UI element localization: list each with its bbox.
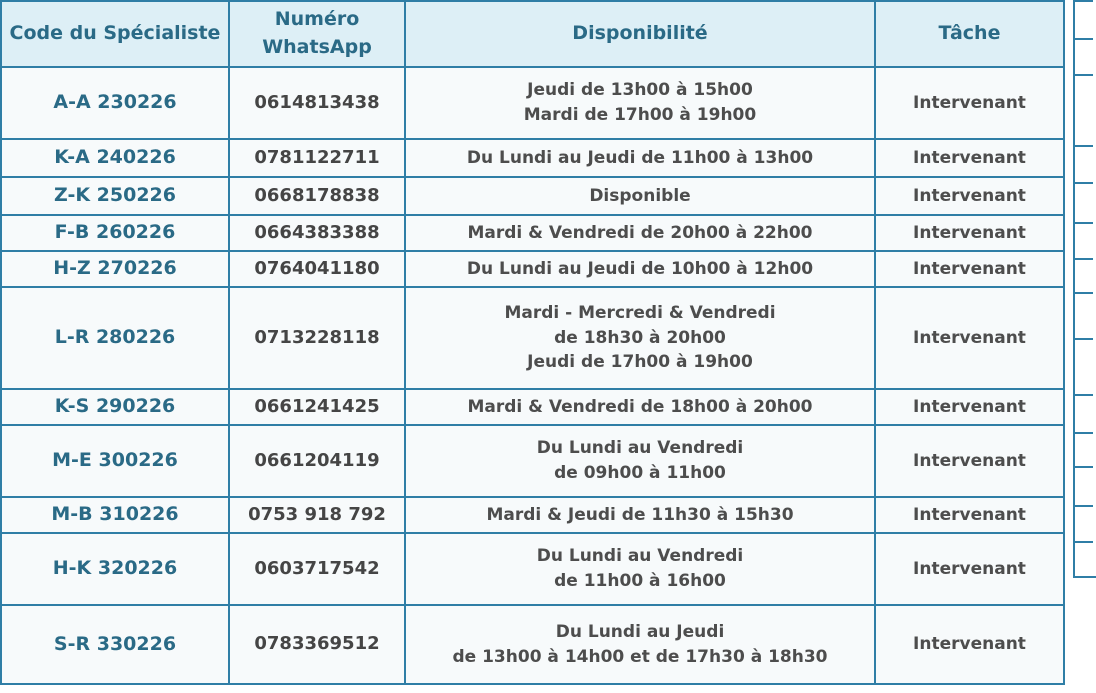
table-row xyxy=(1,533,1064,605)
side-tick xyxy=(1075,394,1093,396)
side-tick xyxy=(1075,182,1093,184)
side-tick xyxy=(1075,258,1093,260)
cell-specialist-code: S-R 330226 xyxy=(1,605,229,684)
table-row xyxy=(1,139,1064,177)
side-tick xyxy=(1075,0,1093,2)
cell-whatsapp-number: 0781122711 xyxy=(229,139,405,177)
side-tick xyxy=(1075,292,1093,294)
cell-whatsapp-number: 0668178838 xyxy=(229,177,405,215)
side-tick xyxy=(1075,432,1093,434)
table-body xyxy=(1,67,1064,684)
cell-task: Intervenant xyxy=(875,215,1064,251)
table-row xyxy=(1,497,1064,533)
cell-availability xyxy=(405,389,875,425)
availability-line: Mardi de 17h00 à 19h00 xyxy=(523,105,757,125)
cell-availability xyxy=(405,533,875,605)
cell-whatsapp-number: 0753 918 792 xyxy=(229,497,405,533)
availability-line: Mardi & Jeudi de 11h30 à 15h30 xyxy=(486,504,794,525)
table-row xyxy=(1,389,1064,425)
cell-specialist-code: H-Z 270226 xyxy=(1,251,229,287)
side-tick xyxy=(1075,505,1093,507)
table-header-row xyxy=(1,1,1064,67)
availability-line: Mardi & Vendredi de 18h00 à 20h00 xyxy=(467,396,813,417)
availability-line: de 11h00 à 16h00 xyxy=(554,571,726,591)
cell-whatsapp-number: 0603717542 xyxy=(229,533,405,605)
cell-whatsapp-number: 0661204119 xyxy=(229,425,405,497)
header-phone: Numéro WhatsApp xyxy=(229,1,405,67)
cell-whatsapp-number: 0713228118 xyxy=(229,287,405,389)
cell-specialist-code: Z-K 250226 xyxy=(1,177,229,215)
availability-line: Mardi - Mercredi & Vendredi xyxy=(504,303,776,324)
availability-line: Du Lundi au Vendredi xyxy=(536,438,744,459)
availability-line: Du Lundi au Jeudi xyxy=(555,621,725,642)
availability-line: Jeudi de 13h00 à 15h00 xyxy=(527,80,753,101)
cell-specialist-code: H-K 320226 xyxy=(1,533,229,605)
availability-line: Du Lundi au Jeudi de 10h00 à 12h00 xyxy=(466,258,814,279)
cell-specialist-code: A-A 230226 xyxy=(1,67,229,139)
cell-availability xyxy=(405,177,875,215)
cell-task: Intervenant xyxy=(875,177,1064,215)
cell-availability xyxy=(405,497,875,533)
cell-specialist-code: F-B 260226 xyxy=(1,215,229,251)
cell-task: Intervenant xyxy=(875,389,1064,425)
cell-availability xyxy=(405,605,875,684)
cell-task: Intervenant xyxy=(875,425,1064,497)
availability-line: Du Lundi au Jeudi de 11h00 à 13h00 xyxy=(466,147,814,168)
table-row xyxy=(1,215,1064,251)
side-tick xyxy=(1075,222,1093,224)
cell-specialist-code: K-S 290226 xyxy=(1,389,229,425)
cell-task: Intervenant xyxy=(875,139,1064,177)
cell-task: Intervenant xyxy=(875,251,1064,287)
header-code: Code du Spécialiste xyxy=(1,1,229,67)
cell-whatsapp-number: 0664383388 xyxy=(229,215,405,251)
cell-availability xyxy=(405,215,875,251)
cell-specialist-code: L-R 280226 xyxy=(1,287,229,389)
side-tick xyxy=(1075,541,1093,543)
availability-line: Disponible xyxy=(589,185,691,206)
availability-line: de 13h00 à 14h00 et de 17h30 à 18h30 xyxy=(452,646,828,667)
table-row xyxy=(1,605,1064,684)
availability-line: de 09h00 à 11h00 xyxy=(554,463,726,483)
availability-line: Jeudi de 17h00 à 19h00 xyxy=(527,352,753,373)
availability-line: Mardi & Vendredi de 20h00 à 22h00 xyxy=(467,222,813,243)
header-task: Tâche xyxy=(875,1,1064,67)
cell-whatsapp-number: 0614813438 xyxy=(229,67,405,139)
side-tick xyxy=(1075,145,1093,147)
cell-task: Intervenant xyxy=(875,67,1064,139)
table-row xyxy=(1,287,1064,389)
cell-whatsapp-number: 0661241425 xyxy=(229,389,405,425)
side-tick xyxy=(1075,74,1093,76)
cell-specialist-code: M-B 310226 xyxy=(1,497,229,533)
side-tick xyxy=(1075,38,1093,40)
cell-task: Intervenant xyxy=(875,497,1064,533)
cell-availability xyxy=(405,67,875,139)
cell-availability xyxy=(405,139,875,177)
header-availability: Disponibilité xyxy=(405,1,875,67)
table-row xyxy=(1,177,1064,215)
side-tick xyxy=(1075,466,1093,468)
table-row xyxy=(1,425,1064,497)
side-frame-decoration xyxy=(1073,0,1096,578)
cell-whatsapp-number: 0764041180 xyxy=(229,251,405,287)
cell-availability xyxy=(405,425,875,497)
cell-specialist-code: K-A 240226 xyxy=(1,139,229,177)
cell-specialist-code: M-E 300226 xyxy=(1,425,229,497)
cell-task: Intervenant xyxy=(875,533,1064,605)
side-tick xyxy=(1075,338,1093,340)
cell-availability xyxy=(405,287,875,389)
cell-task: Intervenant xyxy=(875,287,1064,389)
table-row xyxy=(1,251,1064,287)
cell-availability xyxy=(405,251,875,287)
availability-line: de 18h30 à 20h00 xyxy=(554,327,726,348)
cell-task: Intervenant xyxy=(875,605,1064,684)
cell-whatsapp-number: 0783369512 xyxy=(229,605,405,684)
table-row xyxy=(1,67,1064,139)
availability-line: Du Lundi au Vendredi xyxy=(536,546,744,567)
